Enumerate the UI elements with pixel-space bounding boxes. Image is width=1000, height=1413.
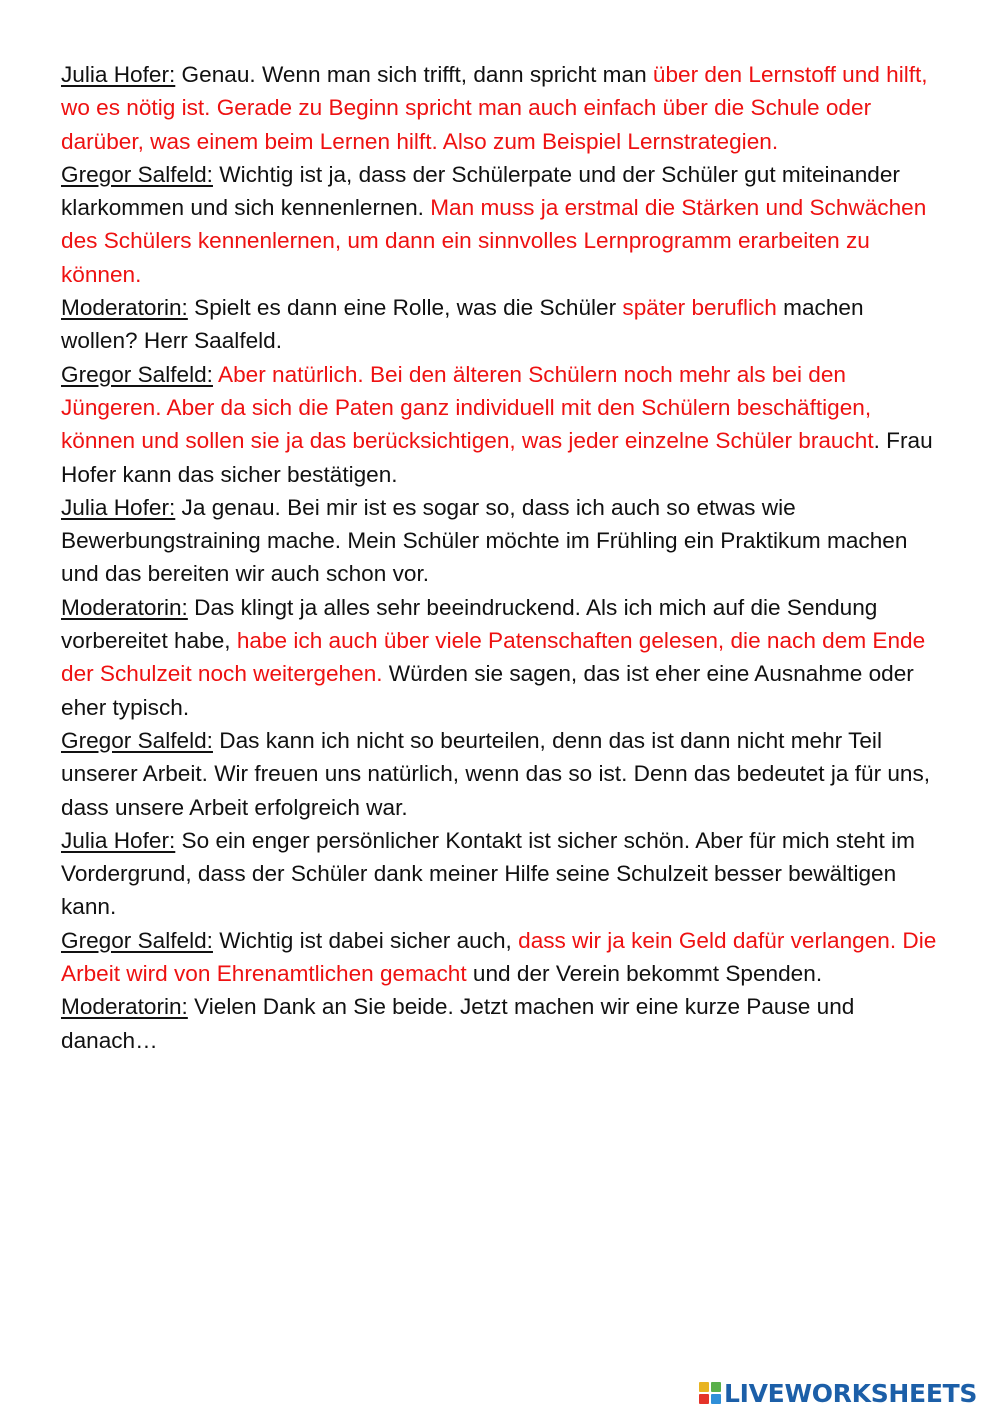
dialogue-text: Ja genau. Bei mir ist es sogar so, dass ich auch so etwas wie Bewerbungstraining mache. Mein Schüler möchte im Frühling ein Praktikum machen und das bereiten wir auch schon vor.	[61, 494, 908, 587]
dialogue-text: Würden sie sagen, das ist eher eine Ausnahme oder eher typisch.	[61, 661, 914, 720]
speaker-name: Gregor Salfeld:	[61, 161, 213, 187]
dialogue-text: Wichtig ist dabei sicher auch,	[212, 927, 519, 953]
dialogue-turn	[61, 291, 941, 358]
dialogue-turn	[61, 358, 941, 491]
dialogue-text: . Frau Hofer kann das sicher bestätigen.	[61, 428, 933, 487]
logo-block-i	[711, 1382, 721, 1392]
dialogue-turn	[61, 990, 941, 1057]
speaker-name: Moderatorin:	[61, 594, 188, 620]
dialogue-turn	[61, 591, 941, 724]
dialogue-turn	[61, 824, 941, 924]
highlighted-text: Man muss ja erstmal die Stärken und Schwächen des Schülers kennenlernen, um dann ein sinnvolles Lernprogramm erarbeiten zu können.	[61, 195, 927, 287]
dialogue-turn	[61, 491, 941, 591]
highlighted-text: später beruflich	[622, 295, 777, 321]
dialogue-turn	[61, 924, 941, 991]
dialogue-text: Das klingt ja alles sehr beeindruckend. Als ich mich auf die Sendung vorbereitet habe,	[61, 594, 878, 654]
speaker-name: Julia Hofer:	[61, 494, 176, 520]
dialogue-turn	[61, 58, 941, 158]
logo-block-e	[711, 1394, 721, 1404]
dialogue-turn	[61, 158, 941, 291]
dialogue-text: Genau. Wenn man sich trifft, dann spricht man	[175, 62, 653, 87]
dialogue-text: Vielen Dank an Sie beide. Jetzt machen wir eine kurze Pause und danach…	[61, 994, 855, 1053]
speaker-name: Moderatorin:	[61, 994, 188, 1020]
speaker-name: Moderatorin:	[61, 295, 188, 321]
highlighted-text: über den Lernstoff und hilft, wo es nötig ist. Gerade zu Beginn spricht man auch einfach über die Schule oder darüber, was einem beim Lernen hilft. Also zum Beispiel Lernstrategien.	[61, 62, 928, 154]
speaker-name: Gregor Salfeld:	[61, 927, 213, 953]
speaker-name: Julia Hofer:	[61, 62, 176, 87]
dialogue-text: Spielt es dann eine Rolle, was die Schüler	[187, 295, 623, 321]
dialogue-text: So ein enger persönlicher Kontakt ist sicher schön. Aber für mich steht im Vordergrund, dass der Schüler dank meiner Hilfe seine Schulzeit besser bewältigen kann.	[61, 827, 915, 920]
dialogue-text: und der Verein bekommt Spenden.	[466, 961, 823, 987]
speaker-name: Gregor Salfeld:	[61, 361, 213, 387]
dialogue-text: Wichtig ist ja, dass der Schülerpate und der Schüler gut miteinander klarkommen und sich kennenlernen.	[61, 161, 900, 221]
logo-block-l	[699, 1382, 709, 1392]
logo-block-v	[699, 1394, 709, 1404]
speaker-name: Julia Hofer:	[61, 827, 176, 853]
transcript	[61, 58, 941, 1057]
logo-text: LIVEWORKSHEETS	[724, 1378, 978, 1408]
highlighted-text: Aber natürlich. Bei den älteren Schülern noch mehr als bei den Jüngeren. Aber da sich die Paten ganz individuell mit den Schülern beschäftigen, können und sollen sie ja das berücksichtigen, was jeder einzelne Schüler braucht	[61, 361, 874, 454]
highlighted-text: habe ich auch über viele Patenschaften gelesen, die nach dem Ende der Schulzeit noch weitergehen.	[61, 628, 926, 687]
logo-blocks-icon	[699, 1382, 721, 1404]
highlighted-text: dass wir ja kein Geld dafür verlangen. Die Arbeit wird von Ehrenamtlichen gemacht	[61, 927, 937, 987]
liveworksheets-logo	[699, 1378, 977, 1408]
dialogue-text: Das kann ich nicht so beurteilen, denn das ist dann nicht mehr Teil unserer Arbeit. Wir freuen uns natürlich, wenn das so ist. Denn das bedeutet ja für uns, dass unsere Arbeit erfolgreich war.	[61, 727, 931, 820]
speaker-name: Gregor Salfeld:	[61, 727, 213, 753]
dialogue-turn	[61, 724, 941, 824]
dialogue-text: machen wollen? Herr Saalfeld.	[61, 295, 864, 354]
